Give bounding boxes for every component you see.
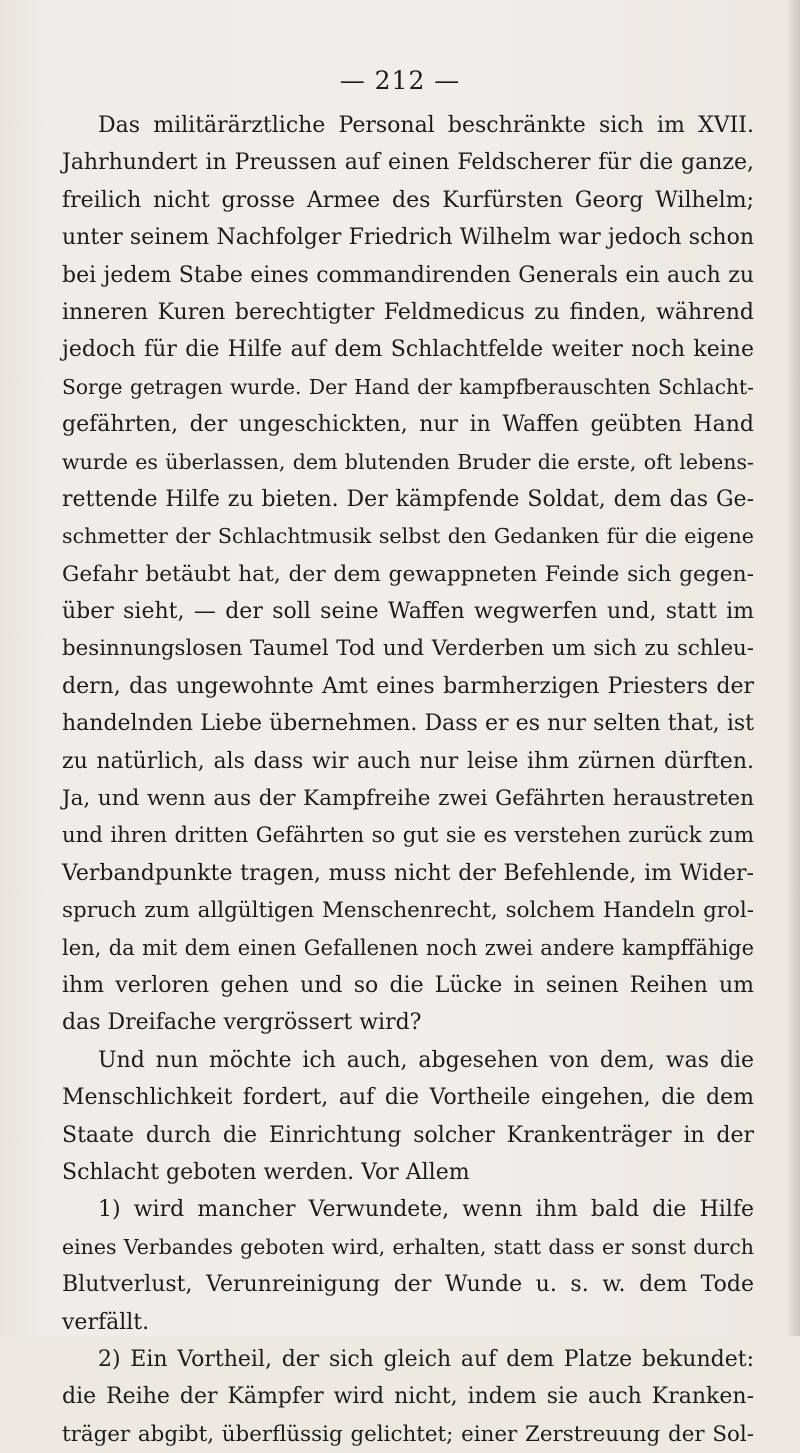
text-line: gefährten, der ungeschickten, nur in Waffen geübten Hand	[62, 412, 754, 438]
text-line: bei jedem Stabe eines commandirenden Generals ein auch zu	[62, 262, 754, 288]
text-line: Blutverlust, Verunreinigung der Wunde u. s. w. dem Tode	[62, 1272, 754, 1298]
text-line: Schlacht geboten werden. Vor Allem	[62, 1159, 470, 1185]
text-line: wurde es überlassen, dem blutenden Bruder die erste, oft lebens-	[62, 449, 754, 474]
text-line: über sieht, — der soll seine Waffen wegwerfen und, statt im	[62, 599, 754, 625]
text-line: eines Verbandes geboten wird, erhalten, statt dass er sonst durch	[62, 1234, 754, 1259]
text-line: verfällt.	[62, 1309, 150, 1335]
text-line: Sorge getragen wurde. Der Hand der kampfberauschten Schlacht-	[62, 374, 754, 399]
text-line: das Dreifache vergrössert wird?	[62, 1010, 422, 1036]
text-line: dern, das ungewohnte Amt eines barmherzigen Priesters der	[62, 673, 754, 699]
text-line: schmetter der Schlachtmusik selbst den Gedanken für die eigene	[62, 524, 754, 549]
text-line: Gefahr betäubt hat, der dem gewappneten Feinde sich gegen-	[62, 561, 754, 587]
text-line: Ja, und wenn aus der Kampfreihe zwei Gefährten heraustreten	[62, 786, 754, 812]
text-line: zu natürlich, als dass wir auch nur leise ihm zürnen dürften.	[62, 748, 754, 774]
text-line: 2) Ein Vortheil, der sich gleich auf dem Platze bekundet:	[98, 1346, 754, 1372]
text-line: und ihren dritten Gefährten so gut sie es verstehen zurück zum	[62, 823, 754, 849]
text-line: freilich nicht grosse Armee des Kurfürsten Georg Wilhelm;	[62, 187, 754, 213]
text-line: unter seinem Nachfolger Friedrich Wilhelm war jedoch schon	[62, 225, 754, 251]
text-line: Und nun möchte ich auch, abgesehen von dem, was die	[98, 1047, 754, 1073]
text-line: rettende Hilfe zu bieten. Der kämpfende Soldat, dem das Ge-	[62, 486, 754, 512]
text-line: jedoch für die Hilfe auf dem Schlachtfelde weiter noch keine	[62, 337, 754, 363]
text-line: Jahrhundert in Preussen auf einen Feldscherer für die ganze,	[62, 150, 754, 176]
text-line: die Reihe der Kämpfer wird nicht, indem sie auch Kranken-	[62, 1384, 754, 1410]
text-line: träger abgibt, überflüssig gelichtet; einer Zerstreuung der Sol-	[62, 1421, 754, 1447]
text-line: Menschlichkeit fordert, auf die Vortheile eingehen, die dem	[62, 1085, 754, 1111]
body-text	[62, 107, 754, 1453]
text-line: Staate durch die Einrichtung solcher Krankenträger in der	[62, 1122, 754, 1148]
text-line: spruch zum allgültigen Menschenrecht, solchem Handeln grol-	[62, 898, 754, 924]
text-line: 1) wird mancher Verwundete, wenn ihm bald die Hilfe	[98, 1197, 754, 1223]
page-edge-shadow	[786, 0, 800, 1336]
text-line: handelnden Liebe übernehmen. Dass er es nur selten that, ist	[62, 711, 754, 737]
text-line: Verbandpunkte tragen, muss nicht der Befehlende, im Wider-	[62, 860, 754, 886]
text-line: ihm verloren gehen und so die Lücke in seinen Reihen um	[62, 972, 754, 998]
text-line: besinnungslosen Taumel Tod und Verderben um sich zu schleu-	[62, 636, 754, 662]
page-number: — 212 —	[339, 66, 461, 95]
text-line: len, da mit dem einen Gefallenen noch zwei andere kampffähige	[62, 935, 754, 960]
text-line: inneren Kuren berechtigter Feldmedicus zu finden, während	[62, 299, 754, 325]
text-line: Das militärärztliche Personal beschränkte sich im XVII.	[98, 113, 754, 138]
